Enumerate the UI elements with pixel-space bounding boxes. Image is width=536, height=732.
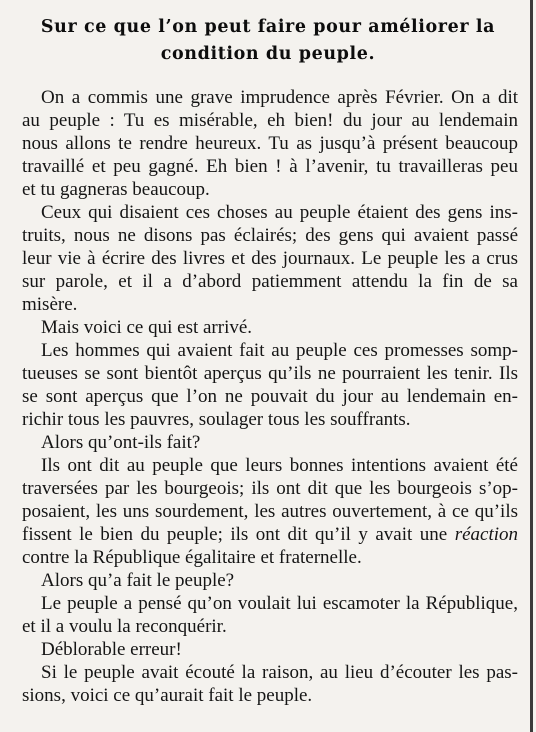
article-title-line-2: condition du peuple. bbox=[160, 44, 376, 64]
text-line: posaient, les uns sourdement, les autres ouvertement, à ce qu’ils bbox=[22, 501, 518, 522]
text-segment: fissent le bien du peuple; ils ont dit qu’il y avait une bbox=[22, 524, 448, 545]
text-line: tueuses se sont bientôt aperçus qu’ils ne pourraient les tenir. Ils bbox=[22, 363, 518, 384]
text-line: truits, nous ne disons pas éclairés; des gens qui avaient passé bbox=[22, 225, 518, 246]
text-line: Alors qu’a fait le peuple? bbox=[41, 570, 235, 591]
text-line: richir tous les pauvres, soulager tous les souffrants. bbox=[22, 409, 411, 430]
text-line: et tu gagneras beaucoup. bbox=[22, 179, 210, 200]
text-line: Ils ont dit au peuple que leurs bonnes intentions avaient été bbox=[41, 455, 518, 476]
text-line: Ceux qui disaient ces choses au peuple étaient des gens ins- bbox=[41, 202, 518, 223]
text-line: leur vie à écrire des livres et des journaux. Le peuple les a crus bbox=[22, 248, 518, 269]
text-line: traversées par les bourgeois; ils ont dit que les bourgeois s’op- bbox=[22, 478, 518, 499]
text-line: Alors qu’ont-ils fait? bbox=[41, 432, 201, 453]
text-line: Le peuple a pensé qu’on voulait lui escamoter la République, bbox=[41, 593, 518, 614]
text-line: sur parole, et il a d’abord patiemment attendu la fin de sa bbox=[22, 271, 518, 292]
text-line: Déblorable erreur! bbox=[41, 639, 182, 660]
article-title-line-1: Sur ce que l’on peut faire pour améliorer la bbox=[40, 17, 496, 37]
text-line: sions, voici ce qu’aurait fait le peuple. bbox=[22, 685, 313, 706]
text-line: se sont aperçus que l’on ne pouvait du jour au lendemain en- bbox=[22, 386, 518, 407]
text-line: nous allons te rendre heureux. Tu as jusqu’à présent beaucoup bbox=[22, 133, 518, 154]
text-line bbox=[22, 523, 518, 547]
text-line: et il a voulu la reconquérir. bbox=[22, 616, 227, 637]
italic-word: réaction bbox=[454, 524, 519, 545]
text-line: au peuple : Tu es misérable, eh bien! du jour au lendemain bbox=[22, 110, 518, 131]
text-line: misère. bbox=[22, 294, 78, 315]
text-line: contre la République égalitaire et fraternelle. bbox=[22, 547, 362, 568]
text-line: travaillé et peu gagné. Eh bien ! à l’avenir, tu travailleras peu bbox=[22, 156, 518, 177]
text-line: On a commis une grave imprudence après Février. On a dit bbox=[41, 87, 518, 108]
text-line: Mais voici ce qui est arrivé. bbox=[41, 317, 253, 338]
column-rule bbox=[530, 0, 533, 732]
text-line: Si le peuple avait écouté la raison, au lieu d’écouter les pas- bbox=[41, 662, 518, 683]
text-line: Les hommes qui avaient fait au peuple ces promesses somp- bbox=[41, 340, 518, 361]
